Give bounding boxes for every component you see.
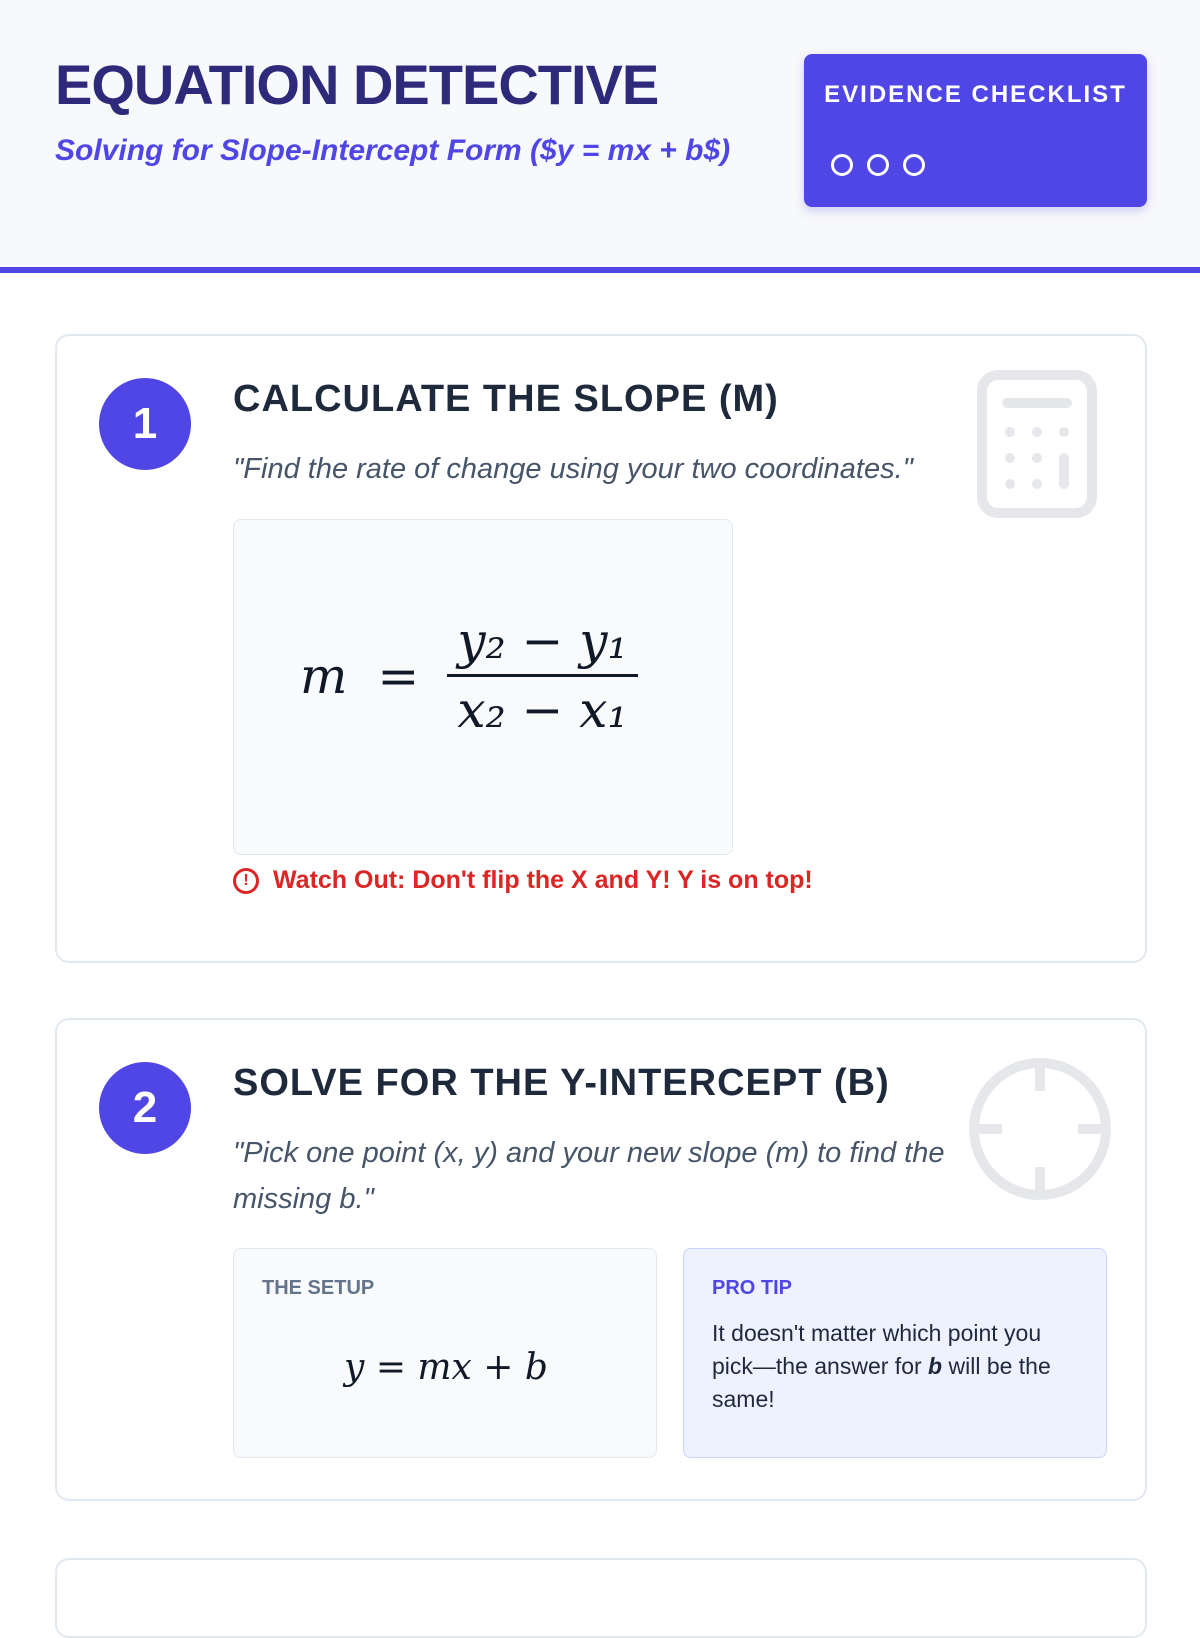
slope-formula-box bbox=[233, 519, 733, 855]
step-description: "Pick one point (x, y) and your new slope (m) to find the missing b." bbox=[233, 1137, 945, 1215]
formula-lhs: m bbox=[300, 646, 348, 705]
page-header bbox=[0, 0, 1200, 273]
checklist-circle-icon[interactable] bbox=[903, 154, 925, 176]
calculator-icon bbox=[977, 370, 1097, 520]
warning-text: Watch Out: Don't flip the X and Y! Y is on top! bbox=[273, 866, 813, 894]
setup-formula: y = mx + b bbox=[344, 1347, 548, 1388]
setup-box bbox=[233, 1248, 657, 1458]
step-card-1 bbox=[55, 334, 1147, 963]
slope-formula bbox=[300, 612, 638, 739]
page-subtitle: Solving for Slope-Intercept Form ($y = mx + b$) bbox=[55, 134, 731, 167]
formula-denominator: x₂ − x₁ bbox=[447, 674, 637, 739]
warning-note bbox=[233, 866, 813, 895]
step-number-badge: 1 bbox=[99, 378, 191, 470]
formula-numerator: y₂ − y₁ bbox=[457, 612, 628, 670]
formula-fraction bbox=[447, 612, 637, 739]
evidence-checklist[interactable] bbox=[804, 54, 1147, 207]
crosshair-icon bbox=[965, 1054, 1115, 1204]
checklist-circle-icon[interactable] bbox=[831, 154, 853, 176]
pro-tip-text: It doesn't matter which point you pick—the answer for b will be the same! bbox=[712, 1320, 1051, 1412]
pro-tip-box bbox=[683, 1248, 1107, 1458]
variable-b: b bbox=[928, 1353, 943, 1379]
checklist-circle-icon[interactable] bbox=[867, 154, 889, 176]
alert-circle-icon: ! bbox=[233, 868, 259, 894]
step-card-3 bbox=[55, 1558, 1147, 1638]
step-title: SOLVE FOR THE Y-INTERCEPT (B) bbox=[233, 1062, 890, 1104]
setup-label: THE SETUP bbox=[262, 1277, 375, 1299]
step-description: "Find the rate of change using your two coordinates." bbox=[233, 453, 913, 485]
page-title: EQUATION DETECTIVE bbox=[55, 53, 659, 116]
checklist-progress bbox=[831, 154, 925, 176]
step-number-badge: 2 bbox=[99, 1062, 191, 1154]
step-title: CALCULATE THE SLOPE (M) bbox=[233, 378, 779, 420]
step-card-2 bbox=[55, 1018, 1147, 1501]
formula-equals: = bbox=[377, 646, 420, 705]
evidence-checklist-label: EVIDENCE CHECKLIST bbox=[824, 81, 1127, 108]
pro-tip-label: PRO TIP bbox=[712, 1277, 793, 1299]
